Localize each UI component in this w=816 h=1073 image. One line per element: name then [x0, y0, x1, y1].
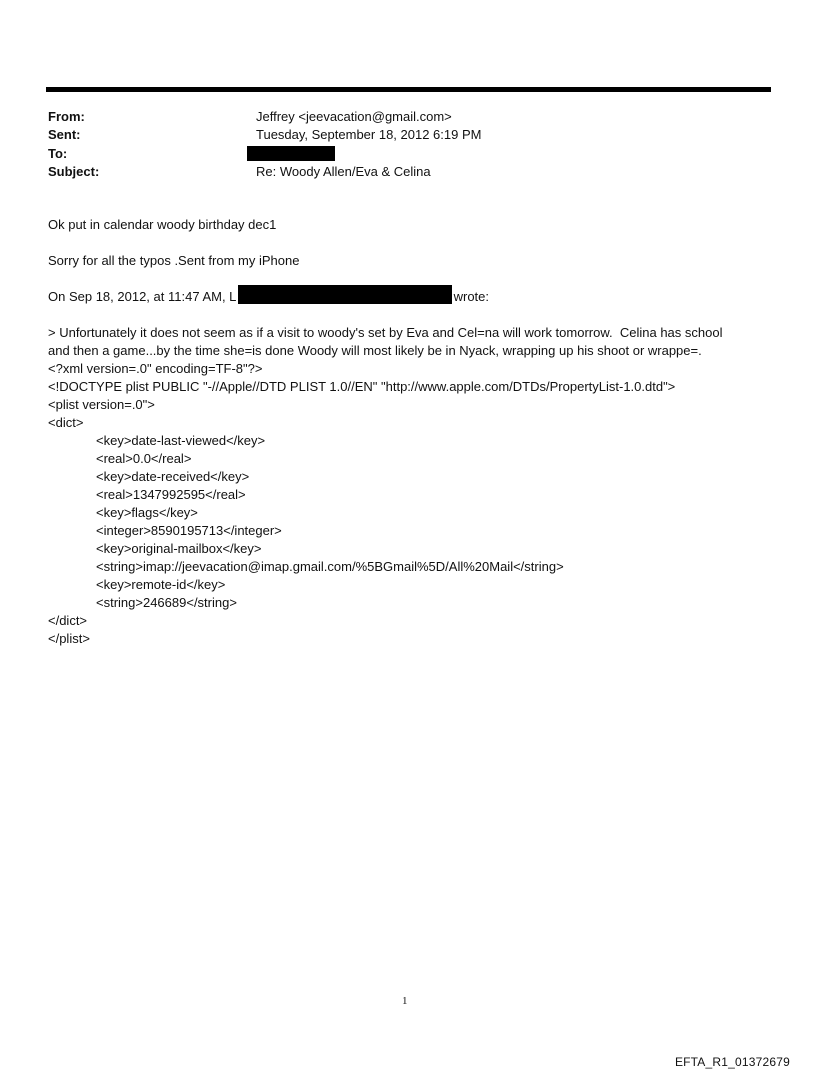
xml-line: <key>original-mailbox</key> [96, 541, 262, 556]
xml-line: <key>flags</key> [96, 505, 198, 520]
xml-line: <dict> [48, 415, 84, 430]
xml-line: </dict> [48, 613, 88, 628]
from-label: From: [48, 109, 85, 124]
xml-line: <integer>8590195713</integer> [96, 523, 282, 538]
sent-value: Tuesday, September 18, 2012 6:19 PM [256, 127, 482, 142]
xml-line: <?xml version=.0" encoding=TF-8"?> [48, 361, 263, 376]
subject-value: Re: Woody Allen/Eva & Celina [256, 164, 431, 179]
quote-intro-prefix: On Sep 18, 2012, at 11:47 AM, L [48, 289, 237, 304]
quoted-line-2: and then a game...by the time she=is done Woody will most likely be in Nyack, wrapping up his shoot or wrappe=. [48, 343, 702, 358]
quoted-line-1: > Unfortunately it does not seem as if a visit to woody's set by Eva and Cel=na will work tomorrow. Celina has school [48, 325, 723, 340]
to-redaction [247, 146, 335, 161]
to-label: To: [48, 146, 68, 161]
document-id: EFTA_R1_01372679 [674, 1055, 790, 1069]
xml-line: <key>date-last-viewed</key> [96, 433, 266, 448]
quote-intro-suffix: wrote: [450, 289, 490, 304]
page-number: 1 [402, 995, 408, 1007]
from-value: Jeffrey <jeevacation@gmail.com> [256, 109, 452, 124]
body-line-1: Ok put in calendar woody birthday dec1 [48, 217, 277, 232]
sent-label: Sent: [48, 127, 81, 142]
xml-line: <real>0.0</real> [96, 451, 192, 466]
xml-line: <key>date-received</key> [96, 469, 250, 484]
body-line-2: Sorry for all the typos .Sent from my iPhone [48, 253, 300, 268]
xml-line: <plist version=.0"> [48, 397, 155, 412]
xml-line: </plist> [48, 631, 90, 646]
subject-label: Subject: [48, 164, 100, 179]
xml-line: <!DOCTYPE plist PUBLIC "-//Apple//DTD PLIST 1.0//EN" "http://www.apple.com/DTDs/PropertyList-1.0.dtd"> [48, 379, 676, 394]
xml-line: <key>remote-id</key> [96, 577, 226, 592]
xml-line: <string>246689</string> [96, 595, 237, 610]
xml-line: <string>imap://jeevacation@imap.gmail.com/%5BGmail%5D/All%20Mail</string> [96, 559, 564, 574]
top-rule [46, 87, 771, 92]
sender-redaction [238, 285, 452, 304]
xml-line: <real>1347992595</real> [96, 487, 246, 502]
